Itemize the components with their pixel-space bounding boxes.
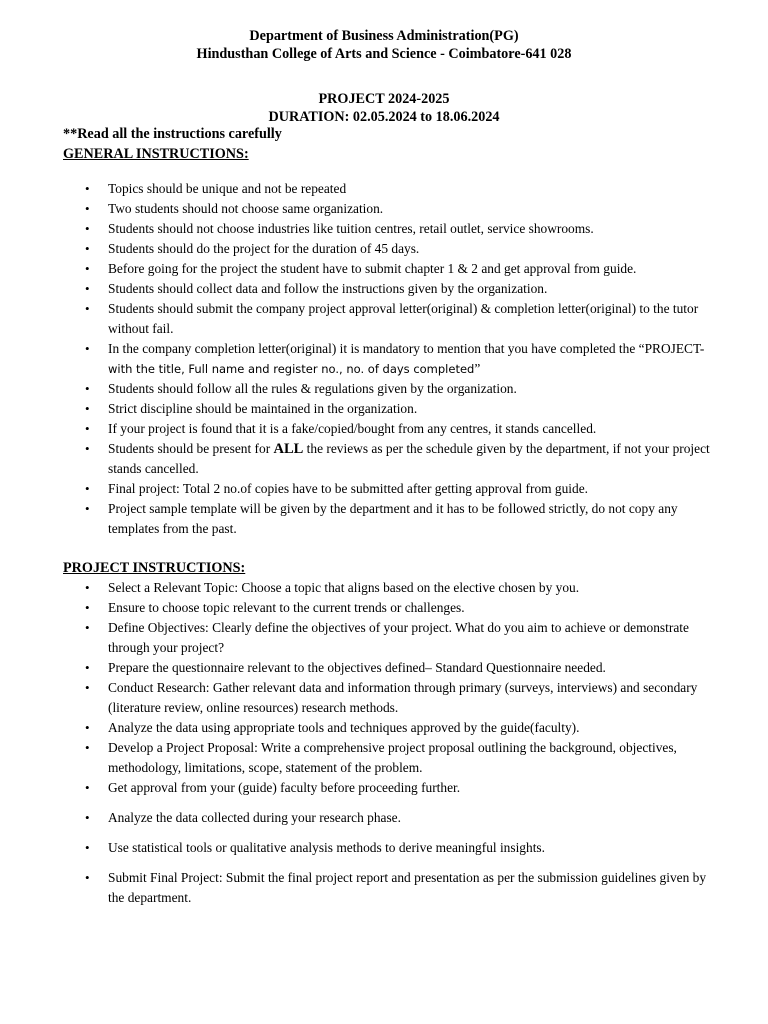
list-item: • If your project is found that it is a fake/copied/bought from any centres, it stands cancelled. xyxy=(63,419,713,439)
list-item: • Submit Final Project: Submit the final project report and presentation as per the submission guidelines given by the department. xyxy=(63,868,713,908)
item-text: In the company completion letter(original) it is mandatory to mention that you have completed the “PROJECT- xyxy=(108,341,705,356)
list-item xyxy=(63,339,713,379)
project-heading: PROJECT 2024-2025 xyxy=(318,91,450,107)
list-item: • Students should submit the company project approval letter(original) & completion letter(original) to the tutor without fail. xyxy=(63,299,713,339)
duration-heading: DURATION: 02.05.2024 to 18.06.2024 xyxy=(268,109,500,125)
general-instructions-title: GENERAL INSTRUCTIONS: xyxy=(63,146,249,162)
list-item: • Prepare the questionnaire relevant to the objectives defined– Standard Questionnaire needed. xyxy=(63,658,713,678)
item-text-handwritten-style: with the title, Full name and register no., no. of days completed xyxy=(108,362,475,376)
item-text: the reviews as per the schedule given by the department, if not your project stands cancelled. xyxy=(108,441,710,476)
list-item: • Project sample template will be given by the department and it has to be followed strictly, do not copy any templates from the past. xyxy=(63,499,713,539)
list-item: • Final project: Total 2 no.of copies have to be submitted after getting approval from guide. xyxy=(63,479,713,499)
list-item xyxy=(63,439,713,479)
list-item: • Develop a Project Proposal: Write a comprehensive project proposal outlining the background, objectives, methodology, limitations, scope, statement of the problem. xyxy=(63,738,713,778)
item-text: Students should be present for xyxy=(108,441,274,456)
project-instructions-title: PROJECT INSTRUCTIONS: xyxy=(63,560,246,576)
list-item: • Ensure to choose topic relevant to the current trends or challenges. xyxy=(63,598,713,618)
list-item: • Before going for the project the student have to submit chapter 1 & 2 and get approval from guide. xyxy=(63,259,713,279)
list-item: • Select a Relevant Topic: Choose a topic that aligns based on the elective chosen by you. xyxy=(63,578,713,598)
list-item: • Define Objectives: Clearly define the objectives of your project. What do you aim to achieve or demonstrate through your project? xyxy=(63,618,713,658)
list-item: • Analyze the data collected during your research phase. xyxy=(63,808,713,828)
college-heading: Hindusthan College of Arts and Science - Coimbatore-641 028 xyxy=(196,46,572,62)
list-item: • Students should collect data and follow the instructions given by the organization. xyxy=(63,279,713,299)
list-item: • Two students should not choose same organization. xyxy=(63,199,713,219)
list-item: • Students should follow all the rules & regulations given by the organization. xyxy=(63,379,713,399)
item-text-emphasis: ALL xyxy=(273,441,304,457)
list-item: • Students should do the project for the duration of 45 days. xyxy=(63,239,713,259)
list-item: • Conduct Research: Gather relevant data and information through primary (surveys, interviews) and secondary (literature review, online resources) research methods. xyxy=(63,678,713,718)
project-instructions-list xyxy=(63,578,713,908)
department-heading: Department of Business Administration(PG) xyxy=(249,28,519,44)
list-item: • Students should not choose industries like tuition centres, retail outlet, service showrooms. xyxy=(63,219,713,239)
general-instructions-list xyxy=(63,179,713,539)
list-item: • Use statistical tools or qualitative analysis methods to derive meaningful insights. xyxy=(63,838,713,858)
list-item: • Get approval from your (guide) faculty before proceeding further. xyxy=(63,778,713,798)
read-instructions-note: **Read all the instructions carefully xyxy=(63,126,282,142)
item-text: ” xyxy=(474,361,481,376)
list-item: • Strict discipline should be maintained in the organization. xyxy=(63,399,713,419)
list-item: • Topics should be unique and not be repeated xyxy=(63,179,713,199)
list-item: • Analyze the data using appropriate tools and techniques approved by the guide(faculty). xyxy=(63,718,713,738)
